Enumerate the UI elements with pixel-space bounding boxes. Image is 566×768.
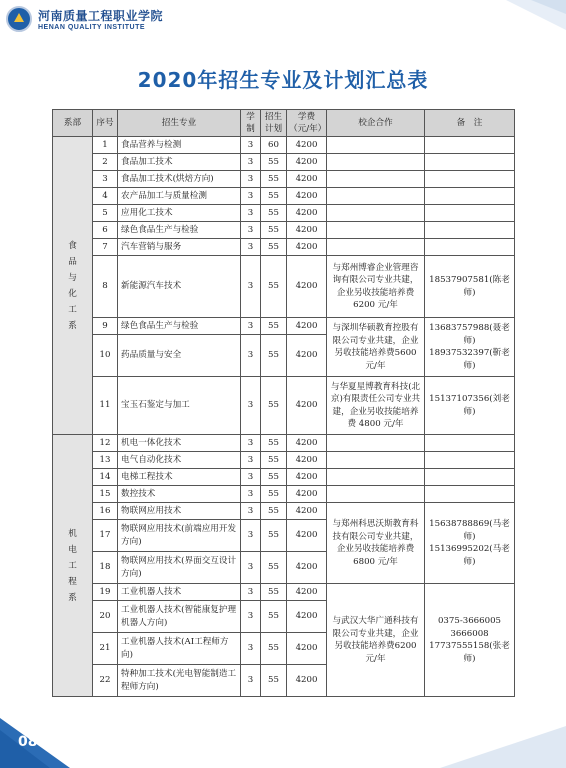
table-row [53,222,515,239]
row-fee: 4200 [287,601,327,633]
row-years: 3 [241,452,261,469]
note-cell: 13683757988(聂老师) 18937532397(靳老师) [425,318,515,377]
table-row [53,377,515,435]
coop-cell [327,205,425,222]
row-no: 16 [93,503,118,520]
row-years: 3 [241,469,261,486]
row-fee: 4200 [287,435,327,452]
row-fee: 4200 [287,188,327,205]
row-no: 4 [93,188,118,205]
row-years: 3 [241,239,261,256]
row-fee: 4200 [287,335,327,377]
row-fee: 4200 [287,520,327,552]
table-row [53,205,515,222]
row-no: 14 [93,469,118,486]
row-plan: 55 [261,222,287,239]
page-number: 08 [18,734,38,750]
row-plan: 55 [261,584,287,601]
row-plan: 55 [261,239,287,256]
note-cell: 15638788869(马老师) 15136995202(马老师) [425,503,515,584]
note-cell [425,171,515,188]
table-row [53,137,515,154]
row-no: 21 [93,633,118,665]
row-years: 3 [241,601,261,633]
row-years: 3 [241,222,261,239]
row-years: 3 [241,171,261,188]
coop-cell [327,137,425,154]
row-plan: 55 [261,205,287,222]
row-fee: 4200 [287,503,327,520]
coop-cell [327,188,425,205]
row-no: 22 [93,665,118,697]
dept-cell: 机电工程系 [53,435,93,697]
row-plan: 55 [261,256,287,318]
table-row [53,452,515,469]
row-plan: 55 [261,665,287,697]
row-fee: 4200 [287,552,327,584]
coop-cell: 与郑州科思沃斯教育科技有限公司专业共建，企业另收技能培养费 6800 元/年 [327,503,425,584]
coop-cell: 与深圳华硕教育控股有限公司专业共建，企业另收技能培养费5600 元/年 [327,318,425,377]
table-row [53,256,515,318]
row-no: 7 [93,239,118,256]
coop-cell [327,222,425,239]
row-years: 3 [241,584,261,601]
table-row [53,469,515,486]
row-plan: 55 [261,171,287,188]
note-cell [425,137,515,154]
row-major: 应用化工技术 [118,205,241,222]
row-major: 电气自动化技术 [118,452,241,469]
row-fee: 4200 [287,205,327,222]
row-major: 汽车营销与服务 [118,239,241,256]
row-major: 食品加工技术(烘焙方向) [118,171,241,188]
row-plan: 55 [261,188,287,205]
row-no: 19 [93,584,118,601]
row-no: 10 [93,335,118,377]
row-years: 3 [241,188,261,205]
row-years: 3 [241,435,261,452]
table-row [53,503,515,520]
table-row [53,171,515,188]
corner-decoration [446,0,566,40]
row-plan: 60 [261,137,287,154]
note-cell: 15137107356(刘老师) [425,377,515,435]
row-years: 3 [241,633,261,665]
row-major: 物联网应用技术(前端应用开发方向) [118,520,241,552]
row-years: 3 [241,205,261,222]
row-fee: 4200 [287,239,327,256]
row-no: 8 [93,256,118,318]
school-name-cn: 河南质量工程职业学院 [38,9,164,23]
coop-cell [327,239,425,256]
row-years: 3 [241,665,261,697]
row-no: 9 [93,318,118,335]
note-cell [425,154,515,171]
table-row [53,188,515,205]
row-years: 3 [241,335,261,377]
row-plan: 55 [261,469,287,486]
row-major: 特种加工技术(光电智能制造工程师方向) [118,665,241,697]
row-plan: 55 [261,154,287,171]
col-note: 备 注 [425,110,515,137]
col-dept: 系部 [53,110,93,137]
row-fee: 4200 [287,256,327,318]
row-years: 3 [241,520,261,552]
row-fee: 4200 [287,584,327,601]
col-fee: 学费（元/年） [287,110,327,137]
row-major: 机电一体化技术 [118,435,241,452]
row-fee: 4200 [287,469,327,486]
row-no: 2 [93,154,118,171]
table-row [53,435,515,452]
row-major: 物联网应用技术(界面交互设计方向) [118,552,241,584]
note-cell: 0375-3666005 3666008 17737555158(张老师) [425,584,515,697]
table-row [53,318,515,335]
row-fee: 4200 [287,452,327,469]
school-name-en: HENAN QUALITY INSTITUTE [38,24,146,31]
row-plan: 55 [261,633,287,665]
coop-cell [327,154,425,171]
dept-cell: 食品与化工系 [53,137,93,435]
note-cell [425,188,515,205]
row-major: 工业机器人技术(AI工程师方向) [118,633,241,665]
row-fee: 4200 [287,318,327,335]
row-fee: 4200 [287,171,327,188]
row-major: 绿色食品生产与检验 [118,318,241,335]
table-row [53,154,515,171]
row-years: 3 [241,256,261,318]
row-plan: 55 [261,452,287,469]
row-years: 3 [241,486,261,503]
footer-decoration [0,708,566,768]
row-no: 5 [93,205,118,222]
row-fee: 4200 [287,633,327,665]
note-cell [425,239,515,256]
row-years: 3 [241,137,261,154]
row-no: 15 [93,486,118,503]
note-cell [425,469,515,486]
row-major: 工业机器人技术(智能康复护理机器人方向) [118,601,241,633]
row-plan: 55 [261,318,287,335]
note-cell [425,486,515,503]
row-fee: 4200 [287,486,327,503]
row-plan: 55 [261,377,287,435]
row-fee: 4200 [287,137,327,154]
coop-cell [327,486,425,503]
row-no: 13 [93,452,118,469]
row-major: 电梯工程技术 [118,469,241,486]
note-cell [425,222,515,239]
row-plan: 55 [261,435,287,452]
row-years: 3 [241,154,261,171]
header-bar [0,0,566,58]
table-row [53,584,515,601]
row-no: 11 [93,377,118,435]
row-plan: 55 [261,520,287,552]
row-years: 3 [241,318,261,335]
row-no: 18 [93,552,118,584]
table-row [53,239,515,256]
row-years: 3 [241,503,261,520]
note-cell [425,435,515,452]
col-years: 学制 [241,110,261,137]
row-plan: 55 [261,503,287,520]
row-years: 3 [241,552,261,584]
coop-cell [327,171,425,188]
row-plan: 55 [261,486,287,503]
coop-cell: 与郑州博睿企业管理咨询有限公司专业共建，企业另收技能培养费 6200 元/年 [327,256,425,318]
row-fee: 4200 [287,665,327,697]
row-major: 数控技术 [118,486,241,503]
coop-cell [327,452,425,469]
note-cell [425,452,515,469]
row-major: 新能源汽车技术 [118,256,241,318]
row-plan: 55 [261,552,287,584]
col-coop: 校企合作 [327,110,425,137]
row-no: 20 [93,601,118,633]
row-major: 药品质量与安全 [118,335,241,377]
row-fee: 4200 [287,377,327,435]
row-plan: 55 [261,335,287,377]
row-major: 物联网应用技术 [118,503,241,520]
col-plan: 招生计划 [261,110,287,137]
row-major: 农产品加工与质量检测 [118,188,241,205]
school-logo-icon [6,6,32,32]
col-no: 序号 [93,110,118,137]
note-cell: 18537907581(陈老师) [425,256,515,318]
row-years: 3 [241,377,261,435]
col-major: 招生专业 [118,110,241,137]
row-no: 6 [93,222,118,239]
table-row [53,486,515,503]
coop-cell: 与华夏星博教育科技(北京)有限责任公司专业共建，企业另收技能培养费 4800 元/年 [327,377,425,435]
row-no: 3 [93,171,118,188]
row-fee: 4200 [287,222,327,239]
page-title: 2020年招生专业及计划汇总表 [137,68,429,92]
coop-cell [327,435,425,452]
table-header-row [53,110,515,137]
coop-cell: 与武汉大华广通科技有限公司专业共建，企业另收技能培养费6200 元/年 [327,584,425,697]
enrollment-table [52,109,515,697]
row-major: 宝玉石鉴定与加工 [118,377,241,435]
row-no: 17 [93,520,118,552]
row-fee: 4200 [287,154,327,171]
row-major: 食品营养与检测 [118,137,241,154]
row-major: 食品加工技术 [118,154,241,171]
row-plan: 55 [261,601,287,633]
row-no: 12 [93,435,118,452]
coop-cell [327,469,425,486]
row-major: 工业机器人技术 [118,584,241,601]
row-major: 绿色食品生产与检验 [118,222,241,239]
note-cell [425,205,515,222]
row-no: 1 [93,137,118,154]
